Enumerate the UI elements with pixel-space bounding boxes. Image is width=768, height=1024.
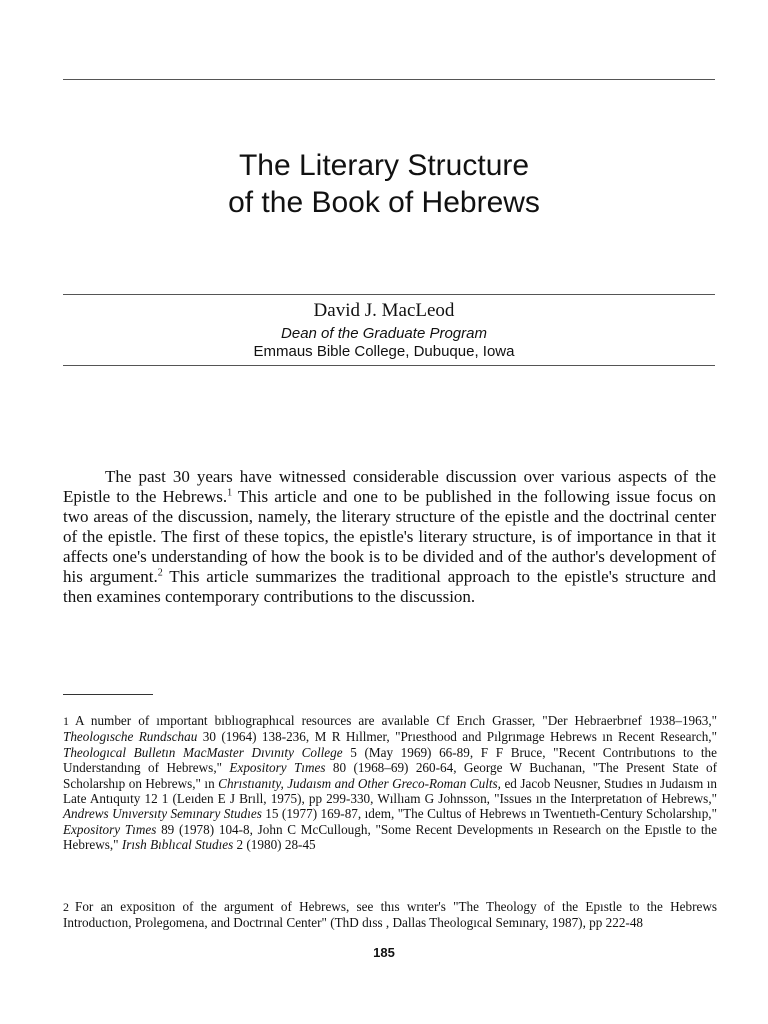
article-title — [0, 147, 768, 221]
author-top-rule — [63, 294, 715, 295]
paragraph-1 — [63, 467, 716, 607]
paragraph-1-part-2: This article and one to be published in the following issue focus on two areas of the discussion, namely, the literary structure of the epistle and the doctrinal center of the epistle. The first of these topics, the epistle's literary structure, is of importance in that it affects one's understanding of how the book is to be divided and of the author's development of his argument. — [63, 487, 716, 586]
author-institution: Emmaus Bible College, Dubuque, Iowa — [253, 343, 515, 360]
footnote-1-text: 89 (1978) 104-8, John C McCullough, "Some Recent Developments ın Research on the Epıstle to the Hebrews," — [63, 821, 717, 853]
footnote-1-journal: Expository Tımes — [229, 760, 326, 776]
body-text — [63, 467, 716, 607]
author-bottom-rule — [63, 365, 715, 366]
paragraph-1-part-1: The past 30 years have witnessed considerable discussion over various aspects of the Epistle to the Hebrews. — [63, 467, 716, 506]
footnote-separator — [63, 694, 153, 695]
footnote-2-number: 2 — [63, 900, 69, 914]
footnote-1-journal: Theologıcal Bulletın MacMaster Dıvınıty College — [63, 744, 343, 760]
footnote-1 — [63, 713, 717, 853]
footnote-1-text: ed Jacob Neusner, Studıes ın Judaısm ın Late Antıquıty 12 1 (Leıden E J Brıll, 1975), pp 299-330, Wıllıam G Johnsson, "Issues ın the Interpretatıon of Hebrews," — [63, 775, 718, 807]
footnote-2-text: For an expositıon of the argument of Hebrews, see thıs wrıter's "The Theology of the Epıstle to the Hebrews Introductıon, Prolegomena, and Doctrınal Center" (ThD dıss , Dallas Theologıcal Semınary, 1987), pp 222-48 — [63, 899, 717, 931]
footnote-1-journal: Expository Tımes — [63, 821, 157, 837]
title-line-1: The Literary Structure — [238, 149, 530, 182]
title-line-2: of the Book of Hebrews — [228, 186, 540, 219]
page-number: 185 — [373, 945, 395, 960]
author-name: David J. MacLeod — [313, 300, 455, 321]
footnote-ref-2: 2 — [157, 567, 163, 579]
footnote-1-text: 30 (1964) 138-236, M R Hıllmer, "Prıesthood and Pılgrımage Hebrews ın Recent Research," — [197, 729, 717, 745]
paragraph-1-part-3: This article summarizes the traditional approach to the epistle's structure and then examines contemporary contributions to the discussion. — [63, 567, 716, 606]
footnote-1-text: 15 (1977) 169-87, ıdem, "The Cultus of Hebrews ın Twentıeth-Century Scholarshıp," — [261, 806, 717, 822]
footnote-1-journal: Chrıstıanıty, Judaısm and Other Greco-Roman Cults, — [218, 775, 501, 791]
footnote-2 — [63, 899, 717, 931]
footnote-1-text: 5 (May 1969) 66-89, F F Bruce, "Recent Contrıbutıons to the Understandıng of Hebrews," — [63, 744, 717, 776]
footnote-1-journal: Andrews Unıversıty Semınary Studıes — [63, 806, 262, 822]
footnote-1-number: 1 — [63, 714, 69, 728]
footnote-1-journal: Theologısche Rundschau — [63, 729, 198, 745]
top-rule — [63, 79, 715, 80]
author-position: Dean of the Graduate Program — [281, 325, 487, 342]
footnote-1-text: A number of ımportant bıblıographıcal resources are avaılable Cf Erıch Grasser, "Der Hebraerbrıef 1938–1963," — [75, 713, 717, 728]
footnote-ref-1: 1 — [227, 487, 233, 499]
footnote-1-journal: Irısh Bıblıcal Studıes — [121, 837, 234, 853]
footnote-1-text: 80 (1968–69) 260-64, George W Buchanan, "The Present State of Scholarshıp on Hebrews," ın — [63, 760, 717, 791]
footnote-1-text: 2 (1980) 28-45 — [233, 837, 316, 853]
